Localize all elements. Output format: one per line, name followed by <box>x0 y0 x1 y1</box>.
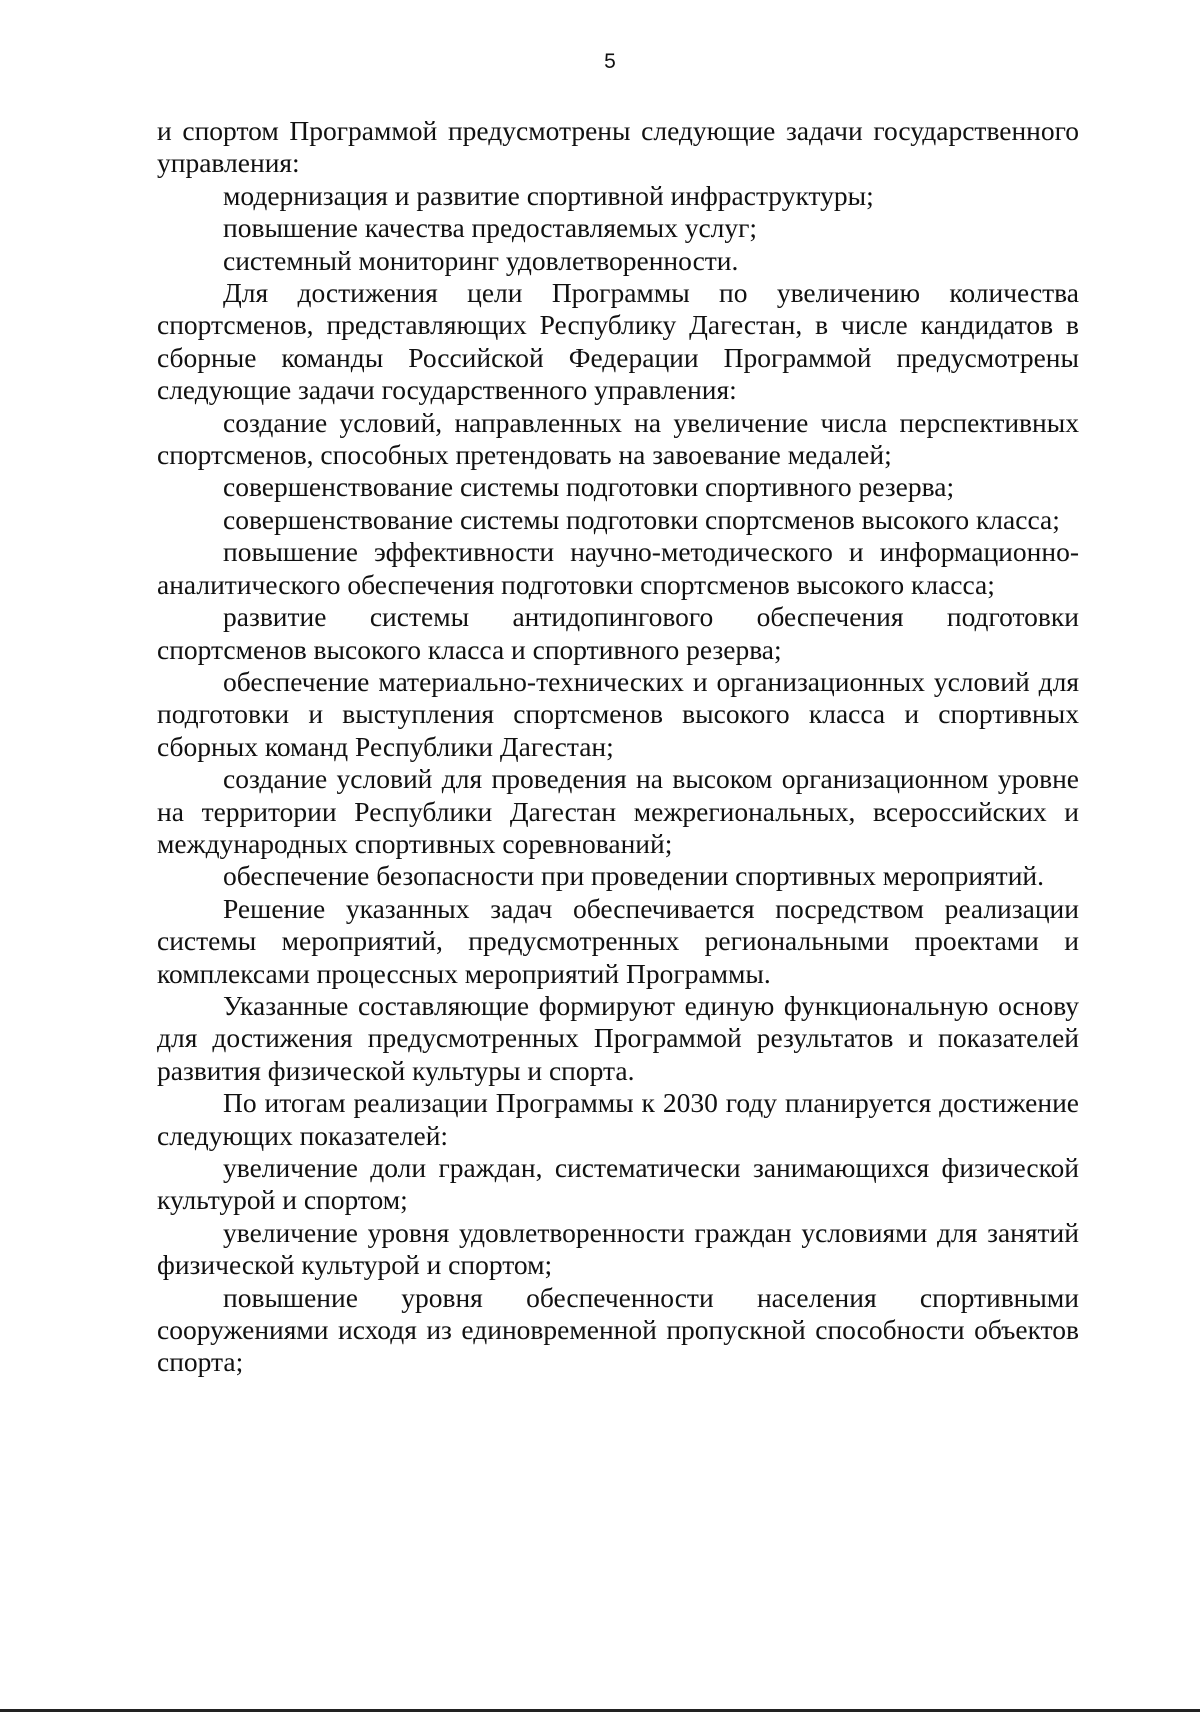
document-body <box>157 115 1079 1379</box>
paragraph: повышение уровня обеспеченности населения спортивными сооружениями исходя из единовременной пропускной способности объектов спорта; <box>157 1281 1079 1378</box>
paragraph: повышение эффективности научно-методического и информационно-аналитического обеспечения подготовки спортсменов высокого класса; <box>157 536 1079 600</box>
paragraph: создание условий для проведения на высоком организационном уровне на территории Республики Дагестан межрегиональных, всероссийских и международных спортивных соревнований; <box>157 763 1079 859</box>
paragraph: обеспечение безопасности при проведении спортивных мероприятий. <box>223 860 1045 892</box>
paragraph: Для достижения цели Программы по увеличению количества спортсменов, представляющих Республику Дагестан, в числе кандидатов в сборные команды Российской Федерации Программой предусмотрены следующие задачи государственного управления: <box>157 277 1079 406</box>
paragraph: повышение качества предоставляемых услуг; <box>223 212 758 244</box>
paragraph: модернизация и развитие спортивной инфраструктуры; <box>223 179 874 211</box>
paragraph: совершенствование системы подготовки спортивного резерва; <box>223 471 955 503</box>
paragraph: увеличение уровня удовлетворенности граждан условиями для занятий физической культурой и спортом; <box>157 1216 1079 1281</box>
paragraph: создание условий, направленных на увеличение числа перспективных спортсменов, способных претендовать на завоевание медалей; <box>157 406 1079 471</box>
paragraph: обеспечение материально-технических и организационных условий для подготовки и выступления спортсменов высокого класса и спортивных сборных команд Республики Дагестан; <box>157 665 1079 762</box>
page-number: 5 <box>604 50 616 73</box>
paragraph: и спортом Программой предусмотрены следующие задачи государственного управления: <box>157 115 1079 179</box>
paragraph: системный мониторинг удовлетворенности. <box>223 244 739 276</box>
paragraph: увеличение доли граждан, систематически занимающихся физической культурой и спортом; <box>157 1152 1079 1216</box>
paragraph: Решение указанных задач обеспечивается посредством реализации системы мероприятий, предусмотренных региональными проектами и комплексами процессных мероприятий Программы. <box>157 892 1079 989</box>
paragraph: совершенствование системы подготовки спортсменов высокого класса; <box>223 503 1060 535</box>
paragraph: Указанные составляющие формируют единую функциональную основу для достижения предусмотренных Программой результатов и показателей развития физической культуры и спорта. <box>157 989 1079 1086</box>
paragraph: развитие системы антидопингового обеспечения подготовки спортсменов высокого класса и спортивного резерва; <box>157 601 1079 665</box>
paragraph: По итогам реализации Программы к 2030 году планируется достижение следующих показателей: <box>157 1087 1079 1151</box>
